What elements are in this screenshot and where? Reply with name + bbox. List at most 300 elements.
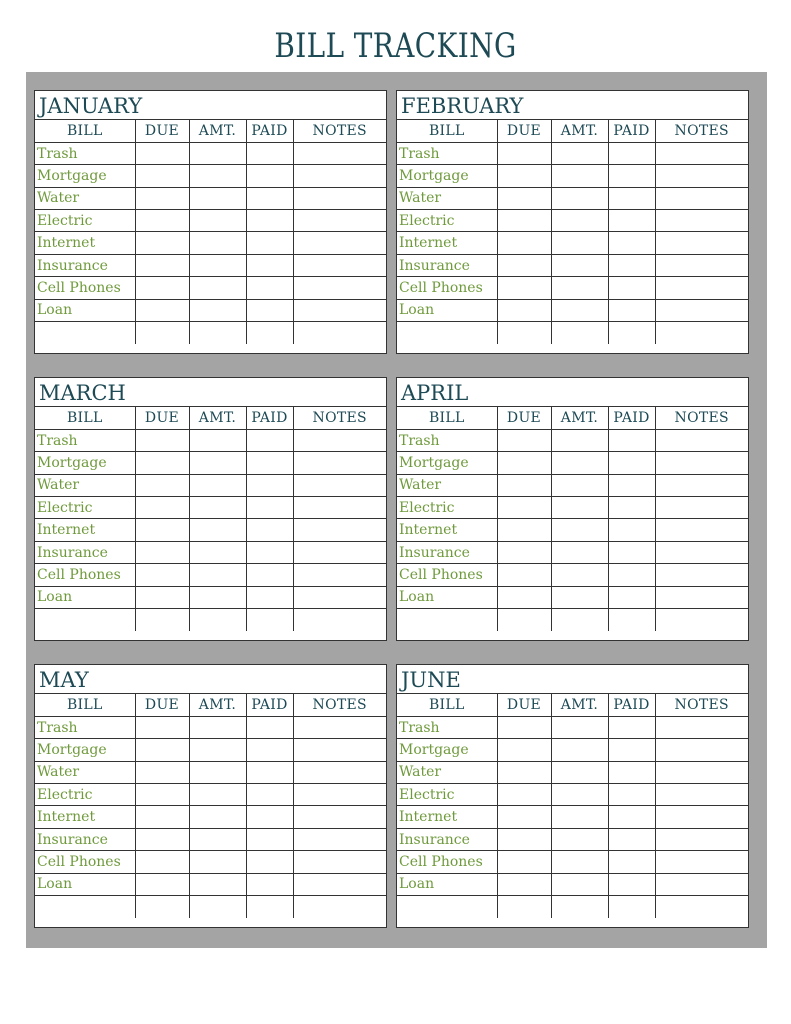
column-header-bill: BILL bbox=[397, 120, 497, 142]
bill-label: Loan bbox=[397, 586, 497, 608]
bill-label: Loan bbox=[35, 586, 135, 608]
due-cell[interactable] bbox=[135, 541, 189, 563]
bill-row bbox=[35, 142, 386, 164]
notes-cell[interactable] bbox=[293, 851, 386, 873]
amount-cell[interactable] bbox=[551, 873, 608, 895]
due-cell[interactable] bbox=[497, 299, 551, 321]
amount-cell[interactable] bbox=[551, 474, 608, 496]
column-header-amt: AMT. bbox=[551, 120, 608, 142]
due-cell[interactable] bbox=[497, 851, 551, 873]
due-cell[interactable] bbox=[497, 873, 551, 895]
amount-cell[interactable] bbox=[189, 277, 246, 299]
due-cell[interactable] bbox=[497, 716, 551, 738]
notes-cell[interactable] bbox=[655, 784, 748, 806]
paid-cell[interactable] bbox=[246, 452, 293, 474]
amount-cell[interactable] bbox=[551, 896, 608, 918]
column-header-row bbox=[35, 120, 386, 142]
amount-cell[interactable] bbox=[189, 586, 246, 608]
paid-cell[interactable] bbox=[608, 452, 655, 474]
bill-row bbox=[35, 497, 386, 519]
column-header-row bbox=[397, 407, 748, 429]
paid-cell[interactable] bbox=[608, 586, 655, 608]
due-cell[interactable] bbox=[497, 142, 551, 164]
amount-cell[interactable] bbox=[189, 761, 246, 783]
amount-cell[interactable] bbox=[189, 609, 246, 631]
bill-row bbox=[35, 277, 386, 299]
paid-cell[interactable] bbox=[608, 564, 655, 586]
paid-cell[interactable] bbox=[246, 322, 293, 344]
paid-cell[interactable] bbox=[246, 474, 293, 496]
paid-cell[interactable] bbox=[608, 716, 655, 738]
bill-row bbox=[397, 210, 748, 232]
bill-label: Mortgage bbox=[397, 739, 497, 761]
amount-cell[interactable] bbox=[189, 564, 246, 586]
bill-row bbox=[35, 828, 386, 850]
notes-cell[interactable] bbox=[293, 586, 386, 608]
due-cell[interactable] bbox=[497, 806, 551, 828]
notes-cell[interactable] bbox=[293, 541, 386, 563]
due-cell[interactable] bbox=[135, 609, 189, 631]
notes-cell[interactable] bbox=[293, 322, 386, 344]
paid-cell[interactable] bbox=[608, 873, 655, 895]
paid-cell[interactable] bbox=[246, 232, 293, 254]
notes-cell[interactable] bbox=[655, 165, 748, 187]
bill-label: Internet bbox=[35, 519, 135, 541]
month-panel-march bbox=[34, 377, 387, 641]
paid-cell[interactable] bbox=[246, 187, 293, 209]
bill-row bbox=[35, 232, 386, 254]
amount-cell[interactable] bbox=[189, 739, 246, 761]
amount-cell[interactable] bbox=[189, 784, 246, 806]
paid-cell[interactable] bbox=[608, 761, 655, 783]
bill-label: Cell Phones bbox=[397, 277, 497, 299]
amount-cell[interactable] bbox=[189, 497, 246, 519]
bill-label: Insurance bbox=[397, 254, 497, 276]
bill-label-blank[interactable] bbox=[397, 322, 497, 344]
paid-cell[interactable] bbox=[608, 429, 655, 451]
notes-cell[interactable] bbox=[293, 474, 386, 496]
amount-cell[interactable] bbox=[551, 609, 608, 631]
bill-row bbox=[397, 519, 748, 541]
amount-cell[interactable] bbox=[189, 828, 246, 850]
amount-cell[interactable] bbox=[189, 452, 246, 474]
paid-cell[interactable] bbox=[246, 784, 293, 806]
amount-cell[interactable] bbox=[551, 784, 608, 806]
notes-cell[interactable] bbox=[293, 497, 386, 519]
bill-label: Cell Phones bbox=[397, 564, 497, 586]
notes-cell[interactable] bbox=[293, 452, 386, 474]
amount-cell[interactable] bbox=[189, 716, 246, 738]
paid-cell[interactable] bbox=[246, 165, 293, 187]
amount-cell[interactable] bbox=[551, 299, 608, 321]
column-header-bill: BILL bbox=[397, 407, 497, 429]
bill-row bbox=[35, 739, 386, 761]
notes-cell[interactable] bbox=[655, 739, 748, 761]
notes-cell[interactable] bbox=[293, 277, 386, 299]
due-cell[interactable] bbox=[497, 474, 551, 496]
bill-row bbox=[35, 429, 386, 451]
amount-cell[interactable] bbox=[189, 210, 246, 232]
notes-cell[interactable] bbox=[655, 609, 748, 631]
amount-cell[interactable] bbox=[551, 851, 608, 873]
due-cell[interactable] bbox=[497, 761, 551, 783]
paid-cell[interactable] bbox=[246, 254, 293, 276]
due-cell[interactable] bbox=[135, 429, 189, 451]
due-cell[interactable] bbox=[497, 210, 551, 232]
bill-row bbox=[35, 896, 386, 918]
amount-cell[interactable] bbox=[551, 586, 608, 608]
amount-cell[interactable] bbox=[551, 564, 608, 586]
amount-cell[interactable] bbox=[189, 519, 246, 541]
bill-label-blank[interactable] bbox=[35, 609, 135, 631]
due-cell[interactable] bbox=[497, 541, 551, 563]
column-header-notes: NOTES bbox=[293, 694, 386, 716]
paid-cell[interactable] bbox=[246, 564, 293, 586]
due-cell[interactable] bbox=[497, 187, 551, 209]
bill-label: Insurance bbox=[35, 541, 135, 563]
notes-cell[interactable] bbox=[293, 784, 386, 806]
notes-cell[interactable] bbox=[293, 519, 386, 541]
column-header-notes: NOTES bbox=[293, 407, 386, 429]
amount-cell[interactable] bbox=[189, 474, 246, 496]
amount-cell[interactable] bbox=[189, 873, 246, 895]
notes-cell[interactable] bbox=[655, 429, 748, 451]
paid-cell[interactable] bbox=[608, 187, 655, 209]
bill-label: Cell Phones bbox=[35, 277, 135, 299]
amount-cell[interactable] bbox=[189, 541, 246, 563]
paid-cell[interactable] bbox=[246, 761, 293, 783]
paid-cell[interactable] bbox=[608, 851, 655, 873]
paid-cell[interactable] bbox=[608, 519, 655, 541]
notes-cell[interactable] bbox=[655, 519, 748, 541]
paid-cell[interactable] bbox=[608, 541, 655, 563]
notes-cell[interactable] bbox=[293, 761, 386, 783]
due-cell[interactable] bbox=[497, 519, 551, 541]
notes-cell[interactable] bbox=[655, 210, 748, 232]
paid-cell[interactable] bbox=[246, 828, 293, 850]
bill-label: Mortgage bbox=[397, 452, 497, 474]
amount-cell[interactable] bbox=[551, 232, 608, 254]
amount-cell[interactable] bbox=[189, 232, 246, 254]
amount-cell[interactable] bbox=[551, 828, 608, 850]
paid-cell[interactable] bbox=[246, 873, 293, 895]
due-cell[interactable] bbox=[135, 519, 189, 541]
paid-cell[interactable] bbox=[608, 806, 655, 828]
due-cell[interactable] bbox=[135, 452, 189, 474]
paid-cell[interactable] bbox=[246, 429, 293, 451]
notes-cell[interactable] bbox=[293, 609, 386, 631]
due-cell[interactable] bbox=[135, 142, 189, 164]
notes-cell[interactable] bbox=[655, 896, 748, 918]
notes-cell[interactable] bbox=[655, 299, 748, 321]
paid-cell[interactable] bbox=[608, 474, 655, 496]
amount-cell[interactable] bbox=[189, 851, 246, 873]
due-cell[interactable] bbox=[497, 452, 551, 474]
amount-cell[interactable] bbox=[551, 210, 608, 232]
due-cell[interactable] bbox=[497, 165, 551, 187]
paid-cell[interactable] bbox=[246, 586, 293, 608]
column-header-bill: BILL bbox=[35, 120, 135, 142]
due-cell[interactable] bbox=[135, 187, 189, 209]
bill-row bbox=[397, 609, 748, 631]
bill-row bbox=[397, 165, 748, 187]
column-header-amt: AMT. bbox=[551, 407, 608, 429]
paid-cell[interactable] bbox=[608, 322, 655, 344]
notes-cell[interactable] bbox=[655, 828, 748, 850]
due-cell[interactable] bbox=[497, 896, 551, 918]
amount-cell[interactable] bbox=[551, 429, 608, 451]
paid-cell[interactable] bbox=[608, 165, 655, 187]
notes-cell[interactable] bbox=[293, 739, 386, 761]
bill-label-blank[interactable] bbox=[397, 609, 497, 631]
bill-row bbox=[397, 761, 748, 783]
bill-label-blank[interactable] bbox=[35, 322, 135, 344]
due-cell[interactable] bbox=[135, 784, 189, 806]
due-cell[interactable] bbox=[497, 564, 551, 586]
due-cell[interactable] bbox=[135, 210, 189, 232]
due-cell[interactable] bbox=[135, 497, 189, 519]
bill-row bbox=[397, 828, 748, 850]
bill-label: Internet bbox=[397, 806, 497, 828]
bill-label: Insurance bbox=[397, 828, 497, 850]
amount-cell[interactable] bbox=[551, 519, 608, 541]
amount-cell[interactable] bbox=[189, 165, 246, 187]
amount-cell[interactable] bbox=[551, 541, 608, 563]
due-cell[interactable] bbox=[497, 277, 551, 299]
notes-cell[interactable] bbox=[655, 474, 748, 496]
due-cell[interactable] bbox=[135, 828, 189, 850]
bill-label: Electric bbox=[35, 497, 135, 519]
paid-cell[interactable] bbox=[246, 806, 293, 828]
due-cell[interactable] bbox=[497, 232, 551, 254]
notes-cell[interactable] bbox=[293, 232, 386, 254]
paid-cell[interactable] bbox=[246, 277, 293, 299]
notes-cell[interactable] bbox=[293, 299, 386, 321]
due-cell[interactable] bbox=[135, 165, 189, 187]
paid-cell[interactable] bbox=[246, 541, 293, 563]
paid-cell[interactable] bbox=[246, 497, 293, 519]
paid-cell[interactable] bbox=[608, 142, 655, 164]
amount-cell[interactable] bbox=[189, 322, 246, 344]
column-header-row bbox=[35, 407, 386, 429]
amount-cell[interactable] bbox=[189, 254, 246, 276]
due-cell[interactable] bbox=[135, 277, 189, 299]
paid-cell[interactable] bbox=[608, 299, 655, 321]
bill-row bbox=[397, 322, 748, 344]
notes-cell[interactable] bbox=[655, 564, 748, 586]
month-title: APRIL bbox=[397, 378, 748, 407]
notes-cell[interactable] bbox=[655, 232, 748, 254]
bill-label: Mortgage bbox=[35, 739, 135, 761]
paid-cell[interactable] bbox=[246, 519, 293, 541]
notes-cell[interactable] bbox=[655, 761, 748, 783]
bill-label: Water bbox=[35, 761, 135, 783]
notes-cell[interactable] bbox=[655, 873, 748, 895]
column-header-paid: PAID bbox=[246, 407, 293, 429]
bill-row bbox=[35, 322, 386, 344]
amount-cell[interactable] bbox=[551, 187, 608, 209]
bill-row bbox=[397, 851, 748, 873]
bill-label: Mortgage bbox=[35, 452, 135, 474]
month-title: FEBRUARY bbox=[397, 91, 748, 120]
bill-label: Loan bbox=[35, 299, 135, 321]
notes-cell[interactable] bbox=[655, 452, 748, 474]
amount-cell[interactable] bbox=[551, 277, 608, 299]
bill-row bbox=[397, 541, 748, 563]
notes-cell[interactable] bbox=[655, 277, 748, 299]
notes-cell[interactable] bbox=[293, 564, 386, 586]
amount-cell[interactable] bbox=[551, 761, 608, 783]
bill-row bbox=[397, 873, 748, 895]
bill-label: Mortgage bbox=[397, 165, 497, 187]
amount-cell[interactable] bbox=[189, 187, 246, 209]
bill-label: Cell Phones bbox=[397, 851, 497, 873]
due-cell[interactable] bbox=[135, 254, 189, 276]
column-header-due: DUE bbox=[135, 120, 189, 142]
due-cell[interactable] bbox=[135, 586, 189, 608]
due-cell[interactable] bbox=[497, 739, 551, 761]
notes-cell[interactable] bbox=[293, 429, 386, 451]
bill-label: Water bbox=[397, 761, 497, 783]
paid-cell[interactable] bbox=[608, 739, 655, 761]
due-cell[interactable] bbox=[135, 299, 189, 321]
paid-cell[interactable] bbox=[608, 609, 655, 631]
notes-cell[interactable] bbox=[293, 165, 386, 187]
paid-cell[interactable] bbox=[608, 210, 655, 232]
paid-cell[interactable] bbox=[608, 277, 655, 299]
amount-cell[interactable] bbox=[551, 142, 608, 164]
notes-cell[interactable] bbox=[293, 896, 386, 918]
notes-cell[interactable] bbox=[655, 806, 748, 828]
notes-cell[interactable] bbox=[655, 254, 748, 276]
notes-cell[interactable] bbox=[293, 254, 386, 276]
bill-row bbox=[35, 784, 386, 806]
due-cell[interactable] bbox=[497, 254, 551, 276]
bill-label: Trash bbox=[35, 429, 135, 451]
notes-cell[interactable] bbox=[655, 142, 748, 164]
paid-cell[interactable] bbox=[608, 828, 655, 850]
column-header-due: DUE bbox=[135, 694, 189, 716]
notes-cell[interactable] bbox=[293, 806, 386, 828]
due-cell[interactable] bbox=[497, 497, 551, 519]
notes-cell[interactable] bbox=[293, 187, 386, 209]
bill-label: Internet bbox=[35, 232, 135, 254]
month-panel-february bbox=[396, 90, 749, 354]
column-header-row bbox=[397, 694, 748, 716]
bill-label: Internet bbox=[35, 806, 135, 828]
due-cell[interactable] bbox=[135, 564, 189, 586]
amount-cell[interactable] bbox=[189, 806, 246, 828]
due-cell[interactable] bbox=[135, 322, 189, 344]
notes-cell[interactable] bbox=[655, 851, 748, 873]
amount-cell[interactable] bbox=[189, 142, 246, 164]
column-header-notes: NOTES bbox=[293, 120, 386, 142]
due-cell[interactable] bbox=[135, 716, 189, 738]
notes-cell[interactable] bbox=[655, 497, 748, 519]
notes-cell[interactable] bbox=[293, 142, 386, 164]
amount-cell[interactable] bbox=[551, 497, 608, 519]
bill-label-blank[interactable] bbox=[35, 896, 135, 918]
paid-cell[interactable] bbox=[608, 497, 655, 519]
column-header-row bbox=[35, 694, 386, 716]
due-cell[interactable] bbox=[135, 851, 189, 873]
due-cell[interactable] bbox=[135, 474, 189, 496]
due-cell[interactable] bbox=[135, 896, 189, 918]
bill-row bbox=[35, 474, 386, 496]
due-cell[interactable] bbox=[497, 429, 551, 451]
paid-cell[interactable] bbox=[608, 896, 655, 918]
bill-label-blank[interactable] bbox=[397, 896, 497, 918]
paid-cell[interactable] bbox=[608, 254, 655, 276]
notes-cell[interactable] bbox=[293, 210, 386, 232]
amount-cell[interactable] bbox=[189, 896, 246, 918]
month-panel-april bbox=[396, 377, 749, 641]
due-cell[interactable] bbox=[135, 761, 189, 783]
due-cell[interactable] bbox=[135, 739, 189, 761]
amount-cell[interactable] bbox=[551, 254, 608, 276]
amount-cell[interactable] bbox=[551, 322, 608, 344]
bill-table bbox=[35, 407, 386, 631]
paid-cell[interactable] bbox=[246, 716, 293, 738]
notes-cell[interactable] bbox=[293, 873, 386, 895]
paid-cell[interactable] bbox=[246, 739, 293, 761]
amount-cell[interactable] bbox=[551, 739, 608, 761]
paid-cell[interactable] bbox=[246, 210, 293, 232]
notes-cell[interactable] bbox=[655, 187, 748, 209]
amount-cell[interactable] bbox=[551, 716, 608, 738]
paid-cell[interactable] bbox=[246, 896, 293, 918]
paid-cell[interactable] bbox=[246, 142, 293, 164]
paid-cell[interactable] bbox=[246, 299, 293, 321]
bill-label: Loan bbox=[397, 873, 497, 895]
notes-cell[interactable] bbox=[655, 586, 748, 608]
due-cell[interactable] bbox=[497, 586, 551, 608]
column-header-bill: BILL bbox=[35, 694, 135, 716]
bill-label: Electric bbox=[397, 210, 497, 232]
notes-cell[interactable] bbox=[655, 716, 748, 738]
tracking-frame bbox=[26, 72, 767, 948]
amount-cell[interactable] bbox=[551, 452, 608, 474]
month-panel-january bbox=[34, 90, 387, 354]
due-cell[interactable] bbox=[135, 806, 189, 828]
bill-label: Insurance bbox=[35, 254, 135, 276]
paid-cell[interactable] bbox=[246, 609, 293, 631]
due-cell[interactable] bbox=[497, 322, 551, 344]
due-cell[interactable] bbox=[497, 828, 551, 850]
paid-cell[interactable] bbox=[608, 232, 655, 254]
bill-label: Electric bbox=[35, 784, 135, 806]
due-cell[interactable] bbox=[497, 784, 551, 806]
notes-cell[interactable] bbox=[655, 322, 748, 344]
amount-cell[interactable] bbox=[189, 429, 246, 451]
amount-cell[interactable] bbox=[551, 806, 608, 828]
notes-cell[interactable] bbox=[655, 541, 748, 563]
month-panel-may bbox=[34, 664, 387, 928]
column-header-paid: PAID bbox=[246, 120, 293, 142]
due-cell[interactable] bbox=[497, 609, 551, 631]
due-cell[interactable] bbox=[135, 873, 189, 895]
paid-cell[interactable] bbox=[608, 784, 655, 806]
notes-cell[interactable] bbox=[293, 716, 386, 738]
paid-cell[interactable] bbox=[246, 851, 293, 873]
bill-table bbox=[397, 120, 748, 344]
bill-row bbox=[35, 716, 386, 738]
due-cell[interactable] bbox=[135, 232, 189, 254]
amount-cell[interactable] bbox=[189, 299, 246, 321]
column-header-amt: AMT. bbox=[189, 120, 246, 142]
notes-cell[interactable] bbox=[293, 828, 386, 850]
amount-cell[interactable] bbox=[551, 165, 608, 187]
